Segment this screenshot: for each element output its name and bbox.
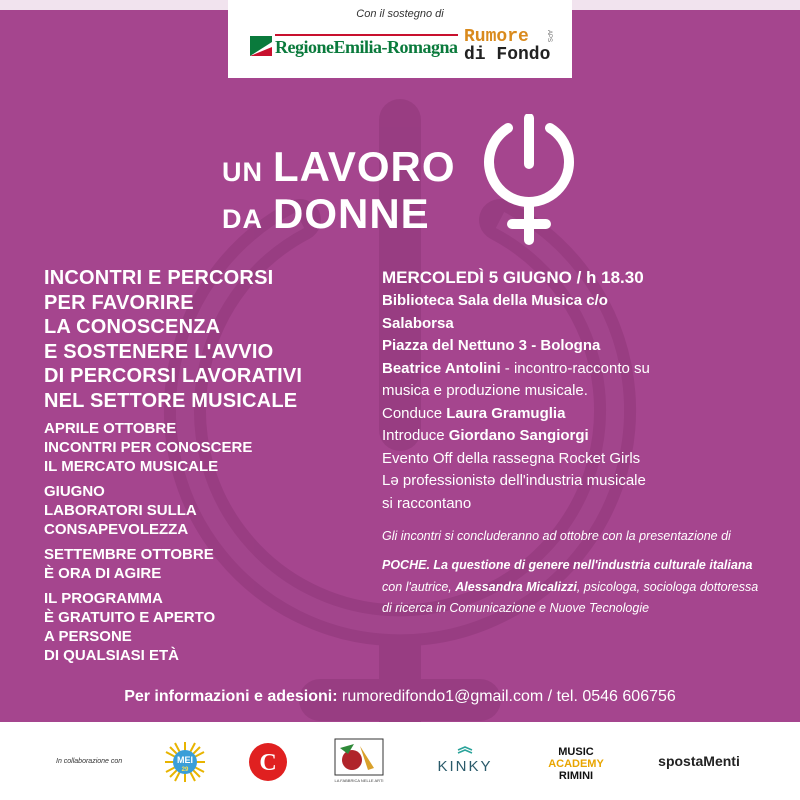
program-column [44,266,374,671]
intro-name: Giordano Sangiorgi [448,427,589,444]
professionals-line: si raccontano [382,494,472,512]
schedule-april-october: APRILE OTTOBRE INCONTRI PER CONOSCERE IL MERCATO MUSICALE [44,420,253,475]
sponsor-box [228,0,572,78]
event-title [222,143,456,240]
venue-address: Piazza del Nettuno 3 - Bologna [382,337,601,354]
title-un: UN [222,157,263,187]
headline-line: NEL SETTORE MUSICALE [44,389,298,412]
spostamenti-logo [646,750,752,772]
author-name: Alessandra Micalizzi [455,579,577,594]
schedule-september-october: SETTEMBRE OTTOBRE È ORA DI AGIRE [44,546,214,582]
headline-line: DI PERCORSI LAVORATIVI [44,365,303,387]
speaker-name: Beatrice Antolini [382,359,501,377]
sponsor-caption: Con il sostegno di [356,8,444,20]
headline-line: PER FAVORIRE [44,291,194,314]
fabbrica-caption: LA FABBRICA NELLE ARTI [334,778,384,783]
academy-text: ACADEMY [548,758,604,770]
rdf-line2: di Fondo [464,45,551,65]
title-da: DA [222,204,263,234]
program-schedule [44,419,374,665]
mei-number: 29 [181,767,189,773]
kinky-text: KINKY [437,758,493,775]
c-logo-letter: C [259,750,277,776]
intro-line: Introduce Giordano Sangiorgi [382,427,589,444]
speaker-line: Beatrice Antolini - incontro-racconto su [382,359,650,377]
program-headline [44,266,374,413]
rimini-text: RIMINI [558,770,594,782]
headline-line: INCONTRI E PERCORSI [44,267,274,289]
music-text: MUSIC [558,746,594,758]
host-line: Conduce Laura Gramuglia [382,404,566,422]
book-presentation: POCHE. La questione di genere nell'industria culturale italiana con l'autrice, Alessandra Micalizzi, psicologa, sociologa dottoressa di ricerca in Comunicazione e Nuove Tecnologie [382,558,759,615]
headline-line: E SOSTENERE L'AVVIO [44,340,274,363]
host-name: Laura Gramuglia [446,404,566,422]
venue-line: Salaborsa [382,314,454,332]
fabbrica-arti-logo [334,738,384,784]
event-off-line: Evento Off della rassegna Rocket Girls [382,449,641,467]
closing-note: Gli incontri si concluderanno ad ottobre con la presentazione di [382,529,731,543]
kinky-logo [428,746,502,778]
music-academy-rimini-logo [536,744,616,784]
rdf-aps: APS [546,30,552,43]
female-power-icon [478,114,580,246]
schedule-june: GIUGNO LABORATORI SULLA CONSAPEVOLEZZA [44,483,197,538]
venue-line: Biblioteca Sala della Musica c/o [382,292,608,309]
book-title: POCHE. La questione di genere nell'industria culturale italiana [382,558,753,572]
event-date: MERCOLEDÌ 5 GIUGNO / h 18.30 [382,268,644,287]
title-donne: DONNE [273,190,430,237]
contact-label: Per informazioni e adesioni: [124,688,338,705]
collaboration-caption: In collaborazione con [56,758,123,765]
headline-line: LA CONOSCENZA [44,316,221,338]
program-free-note: IL PROGRAMMA È GRATUITO E APERTO A PERSONE DI QUALSIASI ETÀ [44,590,216,664]
region-logo-text: RegioneEmilia-Romagna [275,34,458,58]
contact-phone[interactable]: / tel. 0546 606756 [543,688,676,705]
title-lavoro: LAVORO [273,143,456,190]
rdf-line1: Rumore [464,27,529,47]
mei-text: MEI [176,755,194,765]
mei-logo [164,741,206,783]
event-details [382,266,762,620]
contact-email[interactable]: rumoredifondo1@gmail.com [337,688,544,705]
speaker-topic: musica e produzione musicale. [382,382,588,399]
partners-footer [0,722,800,800]
c-partner-logo [248,742,288,782]
contact-line [0,688,800,706]
spostamenti-text: spostaMenti [658,753,740,769]
professionals-line: Lə professionistə dell'industria musicale [382,472,646,489]
rumore-di-fondo-logo [464,28,550,64]
regione-emilia-romagna-logo [250,34,458,58]
region-flag-icon [250,36,272,56]
